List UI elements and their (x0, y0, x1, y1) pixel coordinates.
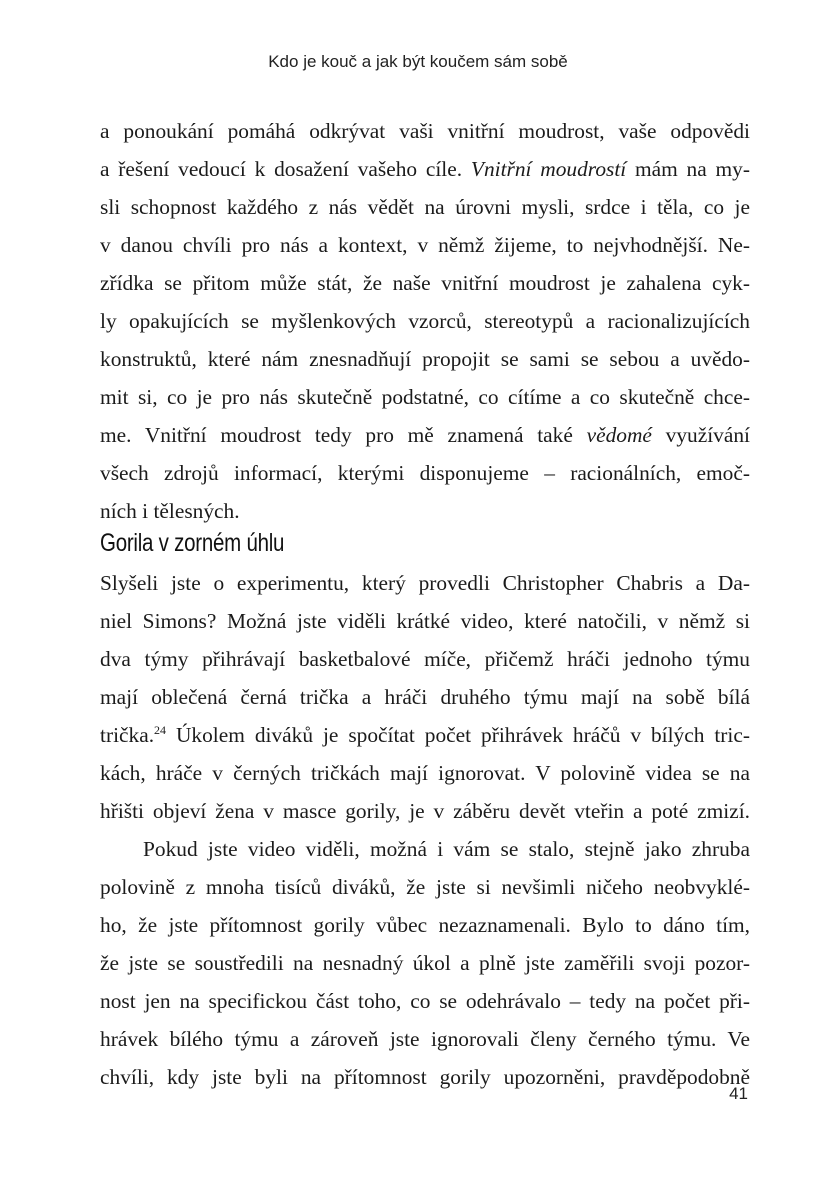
text-line: hřišti objeví žena v masce gorily, je v záběru devět vteřin a poté zmizí. (100, 799, 750, 823)
text-run: a řešení vedoucí k dosažení vašeho cíle. (100, 157, 471, 181)
text-line: že jste se soustředili na nesnadný úkol a plně jste zaměřili svoji pozor- (100, 951, 750, 975)
text-line (100, 722, 750, 748)
text-line: niel Simons? Možná jste viděli krátké video, které natočili, v němž si (100, 609, 750, 633)
footnote-reference[interactable]: 24 (154, 723, 167, 737)
text-line: všech zdrojů informací, kterými disponujeme – racionálních, emoč- (100, 461, 750, 485)
section-heading: Gorila v zorném úhlu (100, 529, 285, 557)
text-line: ly opakujících se myšlenkových vzorců, stereotypů a racionalizujících (100, 309, 750, 333)
page-number: 41 (729, 1084, 748, 1103)
text-line (100, 156, 750, 182)
text-line: v danou chvíli pro nás a kontext, v němž žijeme, to nejvhodnější. Ne- (100, 233, 750, 257)
text-run: me. Vnitřní moudrost tedy pro mě znamená také (100, 423, 587, 447)
text-line: mají oblečená černá trička a hráči druhého týmu mají na sobě bílá (100, 685, 750, 709)
text-line: ních i tělesných. (100, 499, 240, 523)
text-line: nost jen na specifickou část toho, co se odehrávalo – tedy na počet při- (100, 989, 750, 1013)
text-line (100, 422, 750, 448)
text-line: Pokud jste video viděli, možná i vám se stalo, stejně jako zhruba (143, 837, 750, 861)
text-line: kách, hráče v černých tričkách mají ignorovat. V polovině videa se na (100, 761, 750, 785)
text-line: polovině z mnoha tisíců diváků, že jste si nevšimli ničeho neobvyklé- (100, 875, 750, 899)
text-line: Slyšeli jste o experimentu, který provedli Christopher Chabris a Da- (100, 571, 750, 595)
text-line: hrávek bílého týmu a zároveň jste ignorovali členy černého týmu. Ve (100, 1027, 750, 1051)
italic-term: Vnitřní moudrostí (470, 157, 627, 181)
text-line: a ponoukání pomáhá odkrývat vaši vnitřní moudrost, vaše odpovědi (100, 119, 750, 143)
italic-term: vědomé (586, 423, 652, 447)
text-run: využívání (651, 423, 750, 447)
text-line: dva týmy přihrávají basketbalové míče, přičemž hráči jednoho týmu (100, 647, 750, 671)
text-run: Úkolem diváků je spočítat počet přihrávek hráčů v bílých tric- (166, 723, 750, 747)
text-line: mit si, co je pro nás skutečně podstatné, co cítíme a co skutečně chce- (100, 385, 750, 409)
text-run: trička. (100, 723, 155, 747)
text-line: chvíli, kdy jste byli na přítomnost gorily upozorněni, pravděpodobně (100, 1065, 750, 1089)
text-run: mám na my- (626, 157, 750, 181)
text-line: konstruktů, které nám znesnadňují propojit se sami se sebou a uvědo- (100, 347, 750, 371)
text-line: zřídka se přitom může stát, že naše vnitřní moudrost je zahalena cyk- (100, 271, 750, 295)
running-header: Kdo je kouč a jak být koučem sám sobě (268, 52, 568, 71)
text-line: ho, že jste přítomnost gorily vůbec nezaznamenali. Bylo to dáno tím, (100, 913, 750, 937)
text-line: sli schopnost každého z nás vědět na úrovni mysli, srdce i těla, co je (100, 195, 750, 219)
